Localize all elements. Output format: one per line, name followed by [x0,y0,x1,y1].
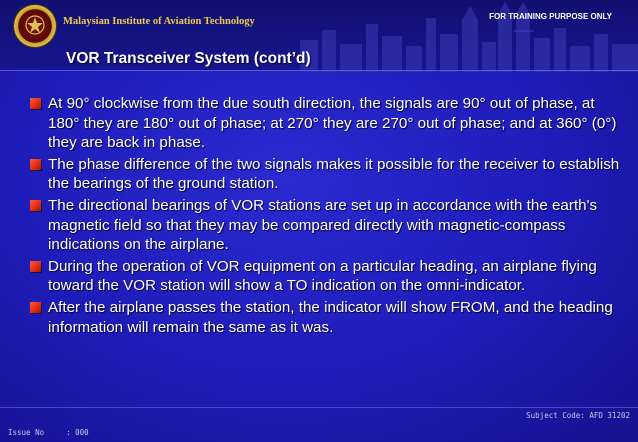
title-divider [0,70,638,71]
bullet-text: The directional bearings of VOR stations are set up in accordance with the earth's magnetic field so that they may be compared directly with magnetic-compass indications on the airplane. [48,196,598,254]
slide-title: VOR Transceiver System (cont’d) [66,50,311,67]
bullet-square-icon [30,98,41,109]
training-notice: FOR TRAINING PURPOSE ONLY [489,12,612,21]
bullet-square-icon [30,159,41,170]
bullet-text: During the operation of VOR equipment on a particular heading, an airplane flying toward the VOR station will show a TO indication on the omni-indicator. [48,257,597,295]
bullet-list [30,94,620,339]
footer-divider [0,407,638,408]
bullet-item [30,94,620,153]
bullet-text: The phase difference of the two signals makes it possible for the receiver to establish the bearings of the ground station. [48,155,620,193]
bullet-text: After the airplane passes the station, the indicator will show FROM, and the heading information will remain the same as it was. [48,298,613,336]
issue-value: : 000 [66,428,89,437]
bullet-square-icon [30,261,41,272]
organization-name: Malaysian Institute of Aviation Technology [63,16,255,27]
bullet-square-icon [30,200,41,211]
issue-number [8,428,89,437]
bullet-item [30,196,620,255]
bullet-text: At 90° clockwise from the due south direction, the signals are 90° out of phase, at 180° they are 180° out of phase; at 270° they are 270° out of phase; and at 360° (0°) they are back in phase. [48,95,617,152]
bullet-square-icon [30,302,41,313]
bullet-item [30,155,620,194]
issue-label: Issue No [8,428,45,437]
institute-crest-icon [14,5,56,47]
bullet-item [30,298,620,337]
bullet-item [30,257,620,296]
subject-code: Subject Code: AFD 31202 [526,411,630,420]
